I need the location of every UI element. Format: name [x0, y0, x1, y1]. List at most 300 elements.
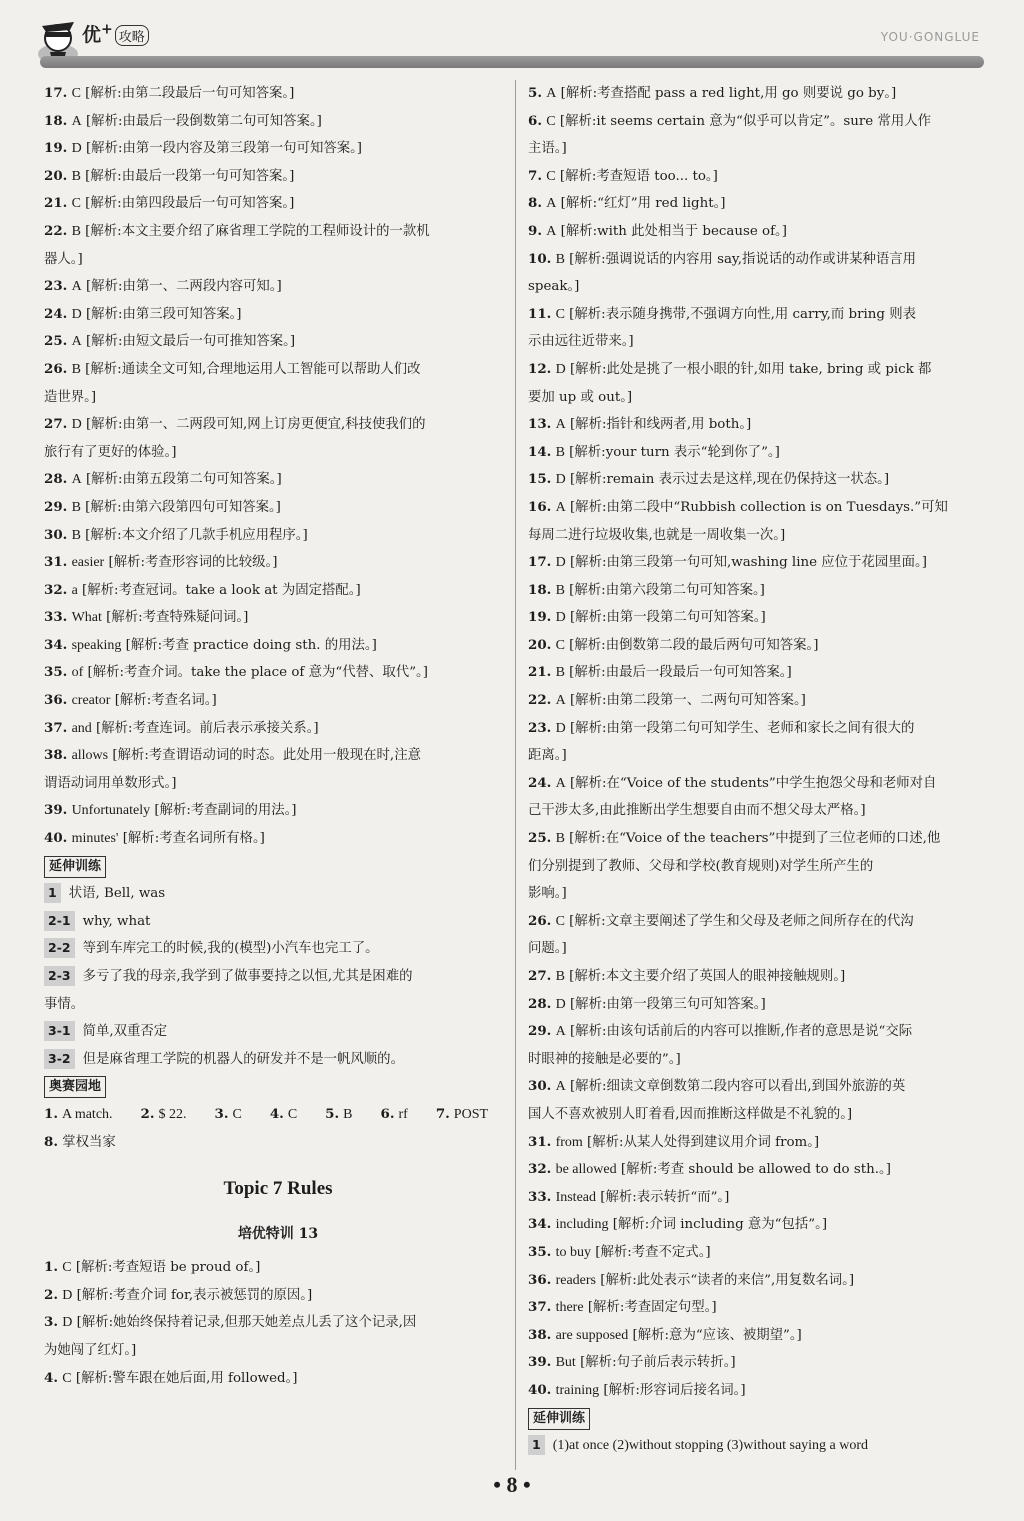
ext-item	[44, 935, 512, 963]
answer-item	[528, 549, 990, 577]
item-answer: D	[71, 141, 82, 157]
item-number: 31.	[528, 1133, 552, 1150]
item-answer: B	[555, 831, 565, 847]
item-answer: B	[71, 499, 81, 515]
item-answer: Unfortunately	[71, 803, 151, 819]
item-number: 3.	[44, 1314, 58, 1331]
item-number: 23.	[44, 278, 68, 295]
item-number: 40.	[44, 830, 68, 847]
section-label: 延伸训练	[528, 1408, 590, 1430]
item-analysis: [解析:由该句话前后的内容可以推断,作者的意思是说“交际	[569, 1024, 913, 1040]
item-analysis: [解析:考查谓语动词的时态。此处用一般现在时,注意	[112, 748, 421, 764]
item-answer: A	[71, 113, 82, 129]
item-answer: A	[71, 334, 82, 350]
answer-item	[528, 218, 990, 246]
answer-item	[528, 825, 990, 853]
answer-item	[528, 1073, 990, 1101]
answer-item	[44, 135, 512, 163]
item-number: 30.	[528, 1078, 552, 1095]
item-number: 24.	[528, 774, 552, 791]
item-analysis-cont: 每周二进行垃圾收集,也就是一周收集一次。]	[528, 527, 786, 543]
ext-text: 简单,双重否定	[82, 1024, 168, 1040]
answer-item	[528, 80, 990, 108]
left-answer-list-2	[44, 1254, 512, 1392]
item-answer: including	[555, 1217, 609, 1233]
item-answer: A	[546, 86, 557, 101]
answer-item	[44, 108, 512, 136]
item-continuation	[44, 439, 512, 467]
item-analysis: [解析:remain 表示过去是这样,现在仍保持这一状态。]	[569, 472, 890, 488]
item-number: 2.	[44, 1286, 58, 1303]
ext-text: 但是麻省理工学院的机器人的研发并不是一帆风顺的。	[82, 1051, 404, 1067]
ext-item	[44, 963, 512, 991]
answer-item	[44, 632, 512, 660]
answer-item	[44, 715, 512, 743]
answer-item	[44, 604, 512, 632]
answer-item	[528, 108, 990, 136]
olympiad-answer: C	[232, 1106, 242, 1122]
item-analysis: [解析:文章主要阐述了学生和父母及老师之间所存在的代沟	[569, 913, 914, 929]
item-answer: training	[555, 1382, 600, 1398]
item-analysis-cont: 为她闯了红灯。]	[44, 1342, 137, 1358]
item-analysis-cont: speak。]	[528, 279, 580, 295]
item-analysis-cont: 时眼神的接触是必要的”。]	[528, 1051, 681, 1067]
item-number: 9.	[528, 222, 542, 239]
answer-item	[44, 1365, 512, 1393]
item-number: 30.	[44, 526, 68, 543]
item-number: 21.	[528, 664, 552, 681]
logo-text: 优+ 攻略	[82, 20, 149, 47]
item-analysis: [解析:在“Voice of the teachers”中提到了三位老师的口述,他	[569, 831, 941, 847]
ext-item	[44, 1018, 512, 1046]
item-analysis: [解析:考查形容词的比较级。]	[108, 555, 278, 571]
answer-item	[528, 632, 990, 660]
answer-item	[528, 1239, 990, 1267]
item-answer: be allowed	[555, 1162, 617, 1178]
item-continuation	[528, 1046, 990, 1074]
answer-item	[528, 770, 990, 798]
olympiad-item	[44, 1107, 127, 1122]
answer-item	[44, 549, 512, 577]
olympiad-answer: POST	[453, 1106, 489, 1122]
right-answer-list	[528, 80, 990, 1405]
item-analysis: [解析:由第一段第三句可知答案。]	[569, 996, 766, 1012]
item-continuation	[528, 935, 990, 963]
item-analysis: [解析:她始终保持着记录,但那天她差点儿丢了这个记录,因	[76, 1315, 417, 1331]
answer-item	[528, 1184, 990, 1212]
answer-item	[528, 163, 990, 191]
answer-item	[44, 466, 512, 494]
item-analysis-cont: 问题。]	[528, 941, 567, 957]
item-number: 36.	[528, 1271, 552, 1288]
item-answer: A	[546, 196, 557, 212]
item-number: 18.	[44, 112, 68, 129]
item-analysis: [解析:意为“应该、被期望”。]	[632, 1327, 802, 1343]
item-answer: A	[555, 1024, 566, 1040]
item-continuation	[528, 384, 990, 412]
item-analysis: [解析:由第六段第二句可知答案。]	[569, 582, 765, 598]
answer-item	[528, 1294, 990, 1322]
left-answer-list	[44, 80, 512, 853]
item-analysis: [解析:考查搭配 pass a red light,用 go 则要说 go by。]	[560, 86, 897, 101]
item-continuation	[44, 770, 512, 798]
answer-item	[528, 494, 990, 522]
answer-item	[528, 411, 990, 439]
answer-item	[528, 577, 990, 605]
olympiad-answers	[44, 1101, 512, 1129]
olympiad-answer: $ 22.	[158, 1106, 187, 1122]
item-answer: from	[555, 1134, 583, 1150]
item-analysis: [解析:由第三段可知答案。]	[85, 306, 242, 322]
item-answer: C	[62, 1370, 72, 1386]
answer-item	[44, 1282, 512, 1310]
item-answer: A	[555, 499, 566, 515]
answer-item	[44, 797, 512, 825]
item-analysis: [解析:考查名词所有格。]	[122, 831, 265, 847]
item-analysis: [解析:形容词后接名词。]	[603, 1382, 746, 1398]
item-number: 19.	[44, 140, 68, 157]
olympiad-answer: B	[343, 1106, 353, 1122]
answer-item	[44, 356, 512, 384]
item-analysis: [解析:考查名词。]	[114, 693, 217, 709]
answer-item	[528, 1211, 990, 1239]
section-label: 延伸训练	[44, 856, 106, 878]
item-continuation	[528, 1101, 990, 1129]
item-number: 16.	[528, 498, 552, 515]
answer-item	[44, 687, 512, 715]
item-analysis: [解析:表示随身携带,不强调方向性,用 carry,而 bring 则表	[569, 306, 916, 322]
olympiad-item	[141, 1107, 201, 1122]
item-answer: C	[555, 637, 565, 653]
ext-number: 2-2	[44, 938, 75, 958]
item-answer: C	[555, 913, 565, 929]
item-analysis: [解析:由第二段中“Rubbish collection is on Tuesdays.”可知	[569, 499, 948, 515]
answer-item	[44, 273, 512, 301]
item-number: 11.	[528, 305, 552, 322]
answer-item	[44, 825, 512, 853]
left-column	[44, 80, 512, 1392]
item-continuation	[528, 797, 990, 825]
answer-item	[528, 604, 990, 632]
item-answer: C	[62, 1260, 72, 1276]
item-number: 6.	[528, 112, 542, 129]
olympiad-item	[270, 1107, 311, 1122]
item-number: 13.	[528, 416, 552, 433]
item-answer: B	[71, 168, 81, 184]
item-number: 14.	[528, 443, 552, 460]
item-analysis-cont: 要加 up 或 out。]	[528, 389, 633, 405]
ext-continuation	[44, 991, 512, 1019]
item-answer: B	[555, 665, 565, 681]
item-analysis: [解析:考查 should be allowed to do sth.。]	[620, 1162, 891, 1178]
ext-text-cont: 事情。	[44, 996, 85, 1012]
answer-item	[528, 1377, 990, 1405]
item-number: 33.	[528, 1188, 552, 1205]
item-analysis: [解析:考查 practice doing sth. 的用法。]	[125, 637, 377, 653]
item-number: 5.	[528, 85, 542, 101]
page-number: • 8 •	[493, 1472, 531, 1497]
item-analysis: [解析:由第一、二两段内容可知。]	[85, 279, 282, 295]
item-analysis-cont: 己干涉太多,由此推断出学生想要自由而不想父母太严格。]	[528, 803, 866, 819]
item-number: 32.	[44, 581, 68, 598]
item-answer: Instead	[555, 1189, 596, 1205]
item-analysis: [解析:介词 including 意为“包括”。]	[612, 1217, 828, 1233]
item-answer: easier	[71, 555, 105, 571]
item-number: 38.	[44, 747, 68, 764]
item-answer: readers	[555, 1272, 596, 1288]
ext-text: 多亏了我的母亲,我学到了做事要持之以恒,尤其是困难的	[82, 969, 413, 984]
item-number: 27.	[44, 416, 68, 433]
item-number: 15.	[528, 471, 552, 488]
answer-item	[44, 1309, 512, 1337]
answer-item	[44, 522, 512, 550]
answer-item	[528, 301, 990, 329]
item-number: 18.	[528, 581, 552, 598]
answer-item	[44, 659, 512, 687]
item-continuation	[528, 273, 990, 301]
item-analysis: [解析:由第一段内容及第三段第一句可知答案。]	[85, 141, 363, 157]
answer-item	[528, 1267, 990, 1295]
item-analysis: [解析:由最后一段最后一句可知答案。]	[569, 665, 792, 681]
item-number: 12.	[528, 360, 552, 377]
item-number: 33.	[44, 609, 68, 626]
item-answer: D	[71, 417, 82, 433]
item-number: 17.	[528, 554, 552, 571]
item-analysis: [解析:细读文章倒数第二段内容可以看出,到国外旅游的英	[569, 1079, 906, 1095]
answer-item	[528, 991, 990, 1019]
ext-item	[44, 880, 512, 908]
item-analysis: [解析:通读全文可知,合理地运用人工智能可以帮助人们改	[85, 361, 421, 377]
item-analysis: [解析:由第一段第二句可知学生、老师和家长之间有很大的	[569, 720, 915, 736]
item-answer: creator	[71, 693, 111, 709]
answer-item	[528, 687, 990, 715]
item-number: 28.	[44, 471, 68, 488]
item-analysis: [解析:此处是挑了一根小眼的针,如用 take, bring 或 pick 都	[569, 361, 932, 377]
olympiad-item	[215, 1107, 256, 1122]
olympiad-number: 1.	[44, 1105, 58, 1122]
item-analysis: [解析:由最后一段倒数第二句可知答案。]	[85, 113, 322, 129]
item-number: 22.	[528, 692, 552, 709]
item-analysis: [解析:由最后一段第一句可知答案。]	[85, 168, 295, 184]
item-answer: A	[555, 693, 566, 709]
item-answer: C	[71, 86, 81, 101]
item-analysis: [解析:with 此处相当于 because of。]	[560, 223, 787, 239]
olympiad-heading	[44, 1073, 512, 1101]
item-answer: D	[555, 361, 566, 377]
item-continuation	[528, 522, 990, 550]
answer-item	[44, 301, 512, 329]
olympiad-answer: C	[287, 1106, 298, 1122]
column-divider	[515, 80, 516, 1470]
answer-item	[528, 908, 990, 936]
answer-item	[528, 439, 990, 467]
item-answer: What	[71, 610, 102, 626]
item-answer: A	[546, 223, 557, 239]
item-analysis: [解析:考查不定式。]	[595, 1244, 711, 1260]
item-answer: D	[555, 610, 566, 626]
answer-item	[44, 218, 512, 246]
ext-number: 3-2	[44, 1049, 75, 1069]
item-number: 26.	[528, 912, 552, 929]
ext-item	[44, 1046, 512, 1074]
olympiad-item	[381, 1107, 422, 1122]
item-continuation	[528, 742, 990, 770]
answer-item	[528, 356, 990, 384]
item-number: 20.	[44, 167, 68, 184]
right-ext-item: 1 (1)at once (2)without stopping (3)without saying a word	[528, 1432, 990, 1460]
item-analysis: [解析:由第五段第二句可知答案。]	[85, 472, 282, 488]
item-analysis: [解析:考查介词。take the place of 意为“代替、取代”。]	[87, 665, 428, 681]
answer-item	[528, 1156, 990, 1184]
item-number: 37.	[44, 719, 68, 736]
item-analysis: [解析:由第二段最后一句可知答案。]	[85, 86, 295, 101]
item-answer: B	[71, 361, 81, 377]
item-number: 25.	[528, 830, 552, 847]
item-answer: B	[555, 582, 565, 598]
header-bar	[40, 56, 984, 68]
answer-item	[44, 411, 512, 439]
item-analysis-cont: 旅行有了更好的体验。]	[44, 444, 177, 460]
item-number: 37.	[528, 1299, 552, 1316]
item-analysis-cont: 谓语动词用单数形式。]	[44, 775, 177, 791]
item-continuation	[528, 880, 990, 908]
item-analysis: [解析:考查特殊疑问词。]	[106, 610, 249, 626]
item-analysis: [解析:句子前后表示转折。]	[580, 1355, 736, 1371]
item-analysis: [解析:由第一、二两段可知,网上订房更便宜,科技使我们的	[85, 417, 426, 433]
item-answer: C	[546, 168, 556, 184]
item-analysis-cont: 距离。]	[528, 748, 567, 764]
item-number: 28.	[528, 995, 552, 1012]
item-answer: D	[62, 1287, 73, 1303]
item-analysis-cont: 造世界。]	[44, 389, 97, 405]
item-number: 21.	[44, 195, 68, 212]
item-analysis: [解析:your turn 表示“轮到你了”。]	[569, 444, 780, 460]
olympiad-number: 7.	[435, 1105, 450, 1122]
item-answer: of	[71, 665, 84, 681]
item-analysis: [解析:由第一段第二句可知答案。]	[569, 610, 766, 626]
olympiad-number: 3.	[214, 1105, 229, 1122]
item-answer: B	[555, 969, 565, 984]
item-answer: D	[555, 996, 566, 1012]
item-analysis-cont: 影响。]	[528, 886, 567, 902]
item-answer: C	[555, 306, 565, 322]
right-column	[528, 80, 990, 1460]
item-analysis: [解析:在“Voice of the students”中学生抱怨父母和老师对自	[569, 775, 937, 791]
item-continuation	[44, 1337, 512, 1365]
left-ext-heading	[44, 853, 512, 881]
olympiad-item	[325, 1107, 366, 1122]
item-number: 4.	[44, 1369, 58, 1386]
item-number: 20.	[528, 636, 552, 653]
item-number: 26.	[44, 360, 68, 377]
item-answer: minutes'	[71, 831, 119, 847]
item-number: 34.	[528, 1216, 552, 1233]
item-analysis: [解析:本文主要介绍了麻省理工学院的工程师设计的一款机	[85, 223, 430, 239]
item-number: 39.	[528, 1354, 552, 1371]
item-answer: speaking	[71, 637, 122, 653]
answer-item	[44, 163, 512, 191]
item-analysis-cont: 主语。]	[528, 141, 567, 157]
item-answer: B	[555, 444, 565, 460]
item-number: 23.	[528, 719, 552, 736]
ext-text: why, what	[82, 913, 151, 929]
right-ext-heading	[528, 1405, 990, 1433]
answer-item	[44, 190, 512, 218]
section-label: 奥赛园地	[44, 1076, 106, 1098]
item-analysis: [解析:表示转折“而”。]	[600, 1189, 730, 1205]
item-number: 8.	[528, 195, 542, 212]
item-number: 38.	[528, 1326, 552, 1343]
ext-text: 状语, Bell, was	[68, 886, 166, 902]
ext-number: 3-1	[44, 1021, 75, 1041]
item-number: 32.	[528, 1161, 552, 1178]
item-continuation	[528, 853, 990, 881]
item-answer: But	[555, 1355, 576, 1371]
item-answer: and	[71, 720, 92, 736]
item-analysis: [解析:本文主要介绍了英国人的眼神接触规则。]	[569, 969, 846, 984]
item-analysis: [解析:本文介绍了几款手机应用程序。]	[85, 527, 308, 543]
header-brand: YOU·GONGLUE	[880, 30, 980, 44]
olympiad-item	[436, 1107, 502, 1122]
item-analysis: [解析:由第二段第一、二两句可知答案。]	[569, 693, 806, 709]
item-number: 29.	[44, 498, 68, 515]
item-analysis: [解析:警车跟在她后面,用 followed。]	[75, 1370, 298, 1386]
page-header	[0, 0, 1024, 80]
item-answer: C	[71, 196, 81, 212]
item-answer: to buy	[555, 1244, 591, 1260]
answer-item	[528, 246, 990, 274]
item-analysis-cont: 示由远往近带来。]	[528, 334, 634, 350]
answer-item	[528, 659, 990, 687]
item-answer: allows	[71, 748, 109, 764]
item-number: 7.	[528, 167, 542, 184]
answer-item	[528, 466, 990, 494]
left-ext-list	[44, 880, 512, 1073]
answer-item	[528, 1018, 990, 1046]
olympiad-answer: A match.	[61, 1106, 113, 1122]
item-number: 10.	[528, 250, 552, 267]
item-number: 40.	[528, 1381, 552, 1398]
item-analysis: [解析:从某人处得到建议用介词 from。]	[587, 1134, 820, 1150]
answer-item	[44, 577, 512, 605]
item-analysis: [解析:考查短语 be proud of。]	[75, 1260, 261, 1276]
item-number: 29.	[528, 1023, 552, 1040]
item-number: 35.	[528, 1243, 552, 1260]
olympiad-number: 2.	[140, 1105, 155, 1122]
olympiad-number: 5.	[325, 1105, 340, 1122]
item-answer: C	[546, 113, 556, 129]
item-continuation	[44, 384, 512, 412]
answer-item	[44, 328, 512, 356]
ext-number: 2-3	[44, 966, 75, 986]
item-analysis: [解析:此处表示“读者的来信”,用复数名词。]	[600, 1272, 855, 1288]
item-analysis: [解析:考查冠词。take a look at 为固定搭配。]	[82, 582, 361, 598]
item-answer: A	[71, 279, 82, 295]
item-number: 31.	[44, 554, 68, 571]
item-answer: B	[71, 223, 81, 239]
item-answer: a	[71, 582, 78, 598]
item-number: 1.	[44, 1259, 58, 1276]
answer-item	[44, 742, 512, 770]
item-answer: D	[62, 1315, 73, 1331]
item-answer: A	[555, 417, 566, 433]
item-analysis: [解析:考查固定句型。]	[587, 1300, 717, 1316]
item-number: 27.	[528, 968, 552, 984]
topic-title: Topic 7 Rules	[223, 1178, 333, 1200]
item-number: 22.	[44, 222, 68, 239]
item-number: 35.	[44, 664, 68, 681]
item-answer: B	[71, 527, 81, 543]
